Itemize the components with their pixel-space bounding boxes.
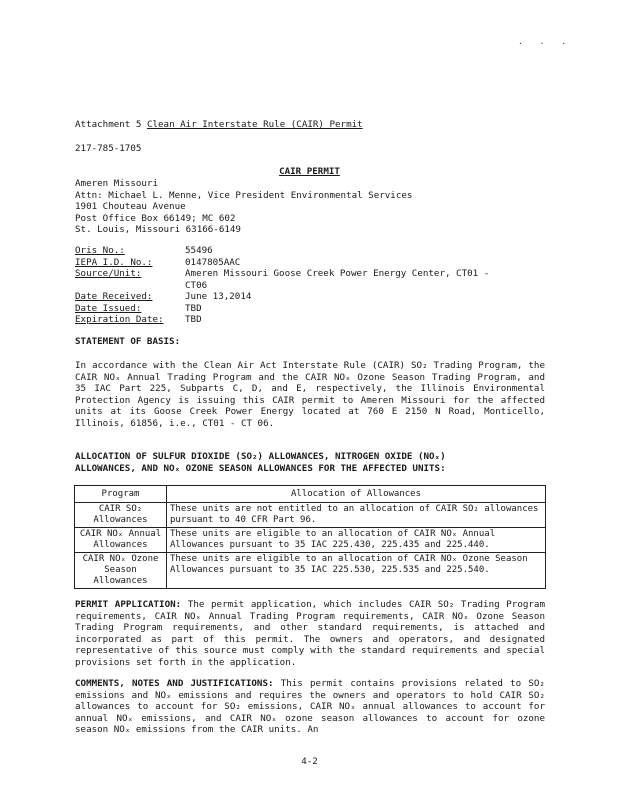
permit-application-body: The permit application, which includes CAIR SO₂ Trading Program requirements, CAIR NOₓ Annual Trading Program requirements, CAIR NOₓ Ozone Season Trading Program requirements, and other standard requirements, is attached and incorporated as part of this permit. The owners and operators, and designated representative of this source must comply with the standard requirements and special provisions set forth in the application. bbox=[75, 599, 545, 668]
allocation-table bbox=[74, 485, 546, 589]
comments-heading: COMMENTS, NOTES AND JUSTIFICATIONS: bbox=[75, 678, 274, 689]
attachment-title: Clean Air Interstate Rule (CAIR) Permit bbox=[146, 119, 363, 130]
comments-body: This permit contains provisions related to SO₂ emissions and NOₓ emissions and requires the owners and operators to hold CAIR SO₂ allowances to account for SO₂ emissions, CAIR NOₓ annual allowances to account for annual NOₓ emissions, and CAIR NOₓ ozone season allowances to account for ozone season NOₓ emissions from the CAIR units. An bbox=[75, 678, 545, 735]
corner-marks: . . . bbox=[518, 37, 573, 46]
attachment-heading bbox=[75, 119, 363, 131]
program-cell: CAIR NOₓ Annual Allowances bbox=[75, 528, 167, 553]
table-row bbox=[75, 528, 546, 553]
address-line: Attn: Michael L. Menne, Vice President Environmental Services bbox=[75, 189, 413, 201]
iepa-label: IEPA I.D. No.: bbox=[75, 256, 153, 268]
issued-label: Date Issued: bbox=[75, 302, 142, 314]
allocation-cell: These units are eligible to an allocation of CAIR NOₓ Annual Allowances pursuant to 35 IAC 225.430, 225.435 and 225.440. bbox=[167, 528, 546, 553]
recipient-address bbox=[75, 178, 412, 236]
allocation-heading-line-2: ALLOWANCES, AND NOₓ OZONE SEASON ALLOWANCES FOR THE AFFECTED UNITS: bbox=[75, 462, 446, 474]
address-line: St. Louis, Missouri 63166-6149 bbox=[75, 224, 241, 235]
source-value-cont: CT06 bbox=[185, 279, 208, 291]
comments-paragraph bbox=[75, 678, 545, 736]
expiration-value: TBD bbox=[185, 314, 202, 325]
statement-body: In accordance with the Clean Air Act Interstate Rule (CAIR) SO₂ Trading Program, the CAIR NOₓ Annual Trading Program and the CAIR NOₓ Ozone Season Trading Program, and 35 IAC Part 225, Subparts C, D, and E, respectively, the Illinois Environmental Protection Agency is issuing this CAIR permit to Ameren Missouri for the affected units at its Goose Creek Power Energy located at 760 E 2150 N Road, Monticello, Illinois, 61856, i.e., CT01 - CT 06. bbox=[75, 360, 545, 429]
program-cell: CAIR NOₓ Ozone Season Allowances bbox=[75, 553, 167, 589]
page-number: 4-2 bbox=[301, 756, 318, 767]
phone-number: 217-785-1705 bbox=[75, 143, 142, 154]
oris-label: Oris No.: bbox=[75, 245, 125, 256]
address-line: Ameren Missouri bbox=[75, 178, 158, 189]
table-header-row bbox=[75, 486, 546, 503]
allocation-cell: These units are eligible to an allocation of CAIR NOₓ Ozone Season Allowances pursuant to 35 IAC 225.530, 225.535 and 225.540. bbox=[167, 553, 546, 589]
received-label: Date Received: bbox=[75, 291, 153, 302]
column-header-allocation: Allocation of Allowances bbox=[167, 486, 546, 503]
received-value: June 13,2014 bbox=[185, 291, 252, 302]
issued-value: TBD bbox=[185, 302, 202, 314]
permit-title: CAIR PERMIT bbox=[279, 166, 340, 177]
source-value: Ameren Missouri Goose Creek Power Energy Center, CT01 - bbox=[185, 268, 490, 279]
table-row bbox=[75, 553, 546, 589]
attachment-prefix: Attachment 5 bbox=[75, 119, 142, 130]
allocation-heading-line-1: ALLOCATION OF SULFUR DIOXIDE (SO₂) ALLOWANCES, NITROGEN OXIDE (NOₓ) bbox=[75, 451, 446, 462]
oris-value: 55496 bbox=[185, 245, 213, 256]
address-line: Post Office Box 66149; MC 602 bbox=[75, 212, 236, 224]
program-cell: CAIR SO₂ Allowances bbox=[75, 503, 167, 528]
expiration-label: Expiration Date: bbox=[75, 314, 164, 325]
iepa-value: 0147805AAC bbox=[185, 256, 241, 268]
permit-application-paragraph bbox=[75, 599, 545, 668]
column-header-program: Program bbox=[75, 486, 167, 503]
source-label: Source/Unit: bbox=[75, 268, 142, 279]
allocation-cell: These units are not entitled to an allocation of CAIR SO₂ allowances pursuant to 40 CFR Part 96. bbox=[167, 503, 546, 528]
address-line: 1901 Chouteau Avenue bbox=[75, 201, 186, 212]
statement-heading: STATEMENT OF BASIS: bbox=[75, 336, 181, 347]
table-row bbox=[75, 503, 546, 528]
permit-application-heading: PERMIT APPLICATION: bbox=[75, 599, 182, 610]
